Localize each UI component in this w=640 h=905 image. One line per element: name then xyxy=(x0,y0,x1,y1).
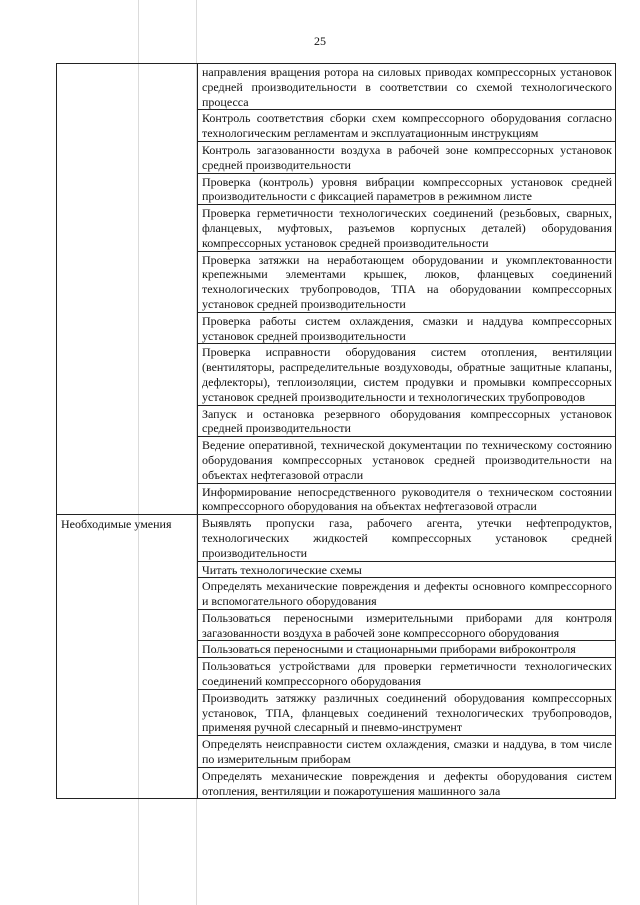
table-cell: Проверка (контроль) уровня вибрации компрессорных установок средней производительности с фиксацией параметров в режимном листе xyxy=(198,173,616,205)
table-cell: Производить затяжку различных соединений оборудования компрессорных установок, ТПА, фланцевых соединений технологических трубопроводов, применяя ручной слесарный и пневмо-инструмент xyxy=(198,689,616,735)
table-cell: Проверка работы систем охлаждения, смазки и наддува компрессорных установок средней производительности xyxy=(198,312,616,344)
table-row xyxy=(57,515,616,561)
table-cell: Запуск и остановка резервного оборудования компрессорных установок средней производительности xyxy=(198,405,616,437)
row-label-skills: Необходимые умения xyxy=(57,515,198,799)
table-cell: Информирование непосредственного руководителя о техническом состоянии компрессорного оборудования на объектах нефтегазовой отрасли xyxy=(198,483,616,515)
table-cell: Контроль загазованности воздуха в рабочей зоне компрессорных установок средней производительности xyxy=(198,141,616,173)
table-cell: Определять механические повреждения и дефекты основного компрессорного и вспомогательного оборудования xyxy=(198,578,616,610)
table-cell: Проверка герметичности технологических соединений (резьбовых, сварных, фланцевых, муфтовых, разъемов корпусных деталей) оборудования компрессорных установок средней производительности xyxy=(198,205,616,251)
table-cell: Проверка затяжки на неработающем оборудовании и укомплектованности крепежными элементами крышек, люков, фланцевых соединений технологических трубопроводов, ТПА на оборудовании компрессорных установок средней производительности xyxy=(198,251,616,312)
table-cell: Выявлять пропуски газа, рабочего агента, утечки нефтепродуктов, технологических жидкостей компрессорных установок средней производительности xyxy=(198,515,616,561)
page-number: 25 xyxy=(314,34,326,48)
table-cell: Пользоваться устройствами для проверки герметичности технологических соединений компрессорного оборудования xyxy=(198,658,616,690)
table-cell: Проверка исправности оборудования систем отопления, вентиляции (вентиляторы, распределительные воздуховоды, обратные защитные клапаны, дефлекторы), теплоизоляции, систем продувки и промывки компрессорных установок средней производительности и технологических трубопроводов xyxy=(198,344,616,405)
table-cell: Определять неисправности систем охлаждения, смазки и наддува, в том числе по измерительным приборам xyxy=(198,736,616,768)
table-cell: Контроль соответствия сборки схем компрессорного оборудования согласно технологическим регламентам и эксплуатационным инструкциям xyxy=(198,110,616,142)
competency-table xyxy=(56,63,616,799)
table-row xyxy=(57,64,616,110)
table-cell: Пользоваться переносными измерительными приборами для контроля загазованности воздуха в рабочей зоне компрессорного оборудования xyxy=(198,609,616,641)
table-cell: Пользоваться переносными и стационарными приборами виброконтроля xyxy=(198,641,616,658)
table-cell: Читать технологические схемы xyxy=(198,561,616,578)
row-label-cell xyxy=(57,64,198,515)
table-cell: Определять механические повреждения и дефекты оборудования систем отопления, вентиляции и пожаротушения машинного зала xyxy=(198,767,616,799)
table-cell: направления вращения ротора на силовых приводах компрессорных установок средней производительности в соответствии со схемой технологического процесса xyxy=(198,64,616,110)
table-cell: Ведение оперативной, технической документации по техническому состоянию оборудования компрессорных установок средней производительности на объектах нефтегазовой отрасли xyxy=(198,437,616,483)
